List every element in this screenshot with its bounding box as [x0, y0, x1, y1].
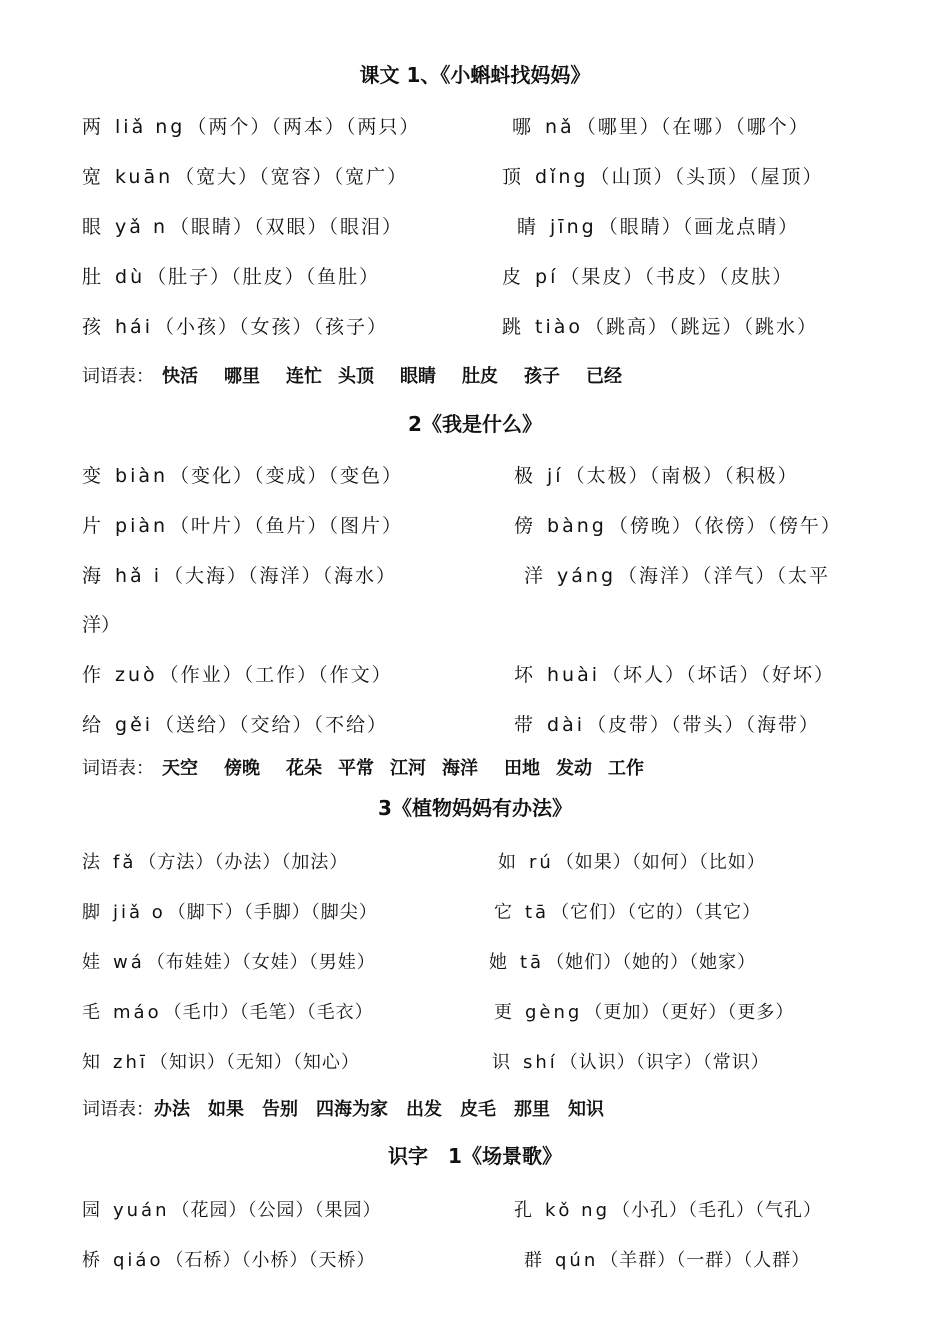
vocab-word: 哪里: [224, 366, 260, 387]
character-entry: 作 zuò （作业）（工作）（作文）: [82, 664, 393, 686]
wrapped-text: 洋）: [82, 614, 121, 636]
vocab-word: 天空: [162, 758, 198, 779]
character-entry: 跳 tiào （跳高）（跳远）（跳水）: [502, 316, 819, 338]
character-entry: 肚 dù （肚子）（肚皮）（鱼肚）: [82, 266, 381, 288]
character-entry: 如 rú （如果）（如何）（比如）: [498, 852, 766, 873]
section-title: 2《我是什么》: [408, 412, 542, 436]
vocab-word: 平常: [338, 758, 374, 779]
vocab-word: 那里: [514, 1099, 550, 1120]
character-entry: 更 gèng （更加）（更好）（更多）: [494, 1002, 795, 1023]
character-entry: 两 liǎ ng （两个）（两本）（两只）: [82, 116, 421, 138]
vocab-word: 江河: [390, 758, 426, 779]
vocabulary-label: 词语表：: [82, 758, 154, 779]
vocab-word: 工作: [608, 758, 644, 779]
vocabulary-list: [82, 362, 626, 392]
character-entry: 桥 qiáo （石桥）（小桥）（天桥）: [82, 1250, 376, 1271]
character-entry: 顶 dǐng （山顶）（头顶）（屋顶）: [502, 166, 824, 188]
character-entry: 知 zhī （知识）（无知）（知心）: [82, 1052, 360, 1073]
vocab-word: 眼睛: [400, 366, 436, 387]
character-entry: 极 jí （太极）（南极）（积极）: [514, 465, 799, 487]
character-entry: 它 tā （它们）（它的）（其它）: [494, 902, 762, 923]
character-entry: 孩 hái （小孩）（女孩）（孩子）: [82, 316, 388, 338]
section-title: 3《植物妈妈有办法》: [378, 796, 572, 820]
vocab-word: 告别: [262, 1099, 298, 1120]
character-entry: 宽 kuān （宽大）（宽容）（宽广）: [82, 166, 409, 188]
character-entry: 识 shí （认识）（识字）（常识）: [492, 1052, 770, 1073]
vocab-word: 孩子: [524, 366, 560, 387]
vocab-word: 已经: [586, 366, 622, 387]
character-entry: 皮 pí （果皮）（书皮）（皮肤）: [502, 266, 794, 288]
vocabulary-label: 词语表：: [82, 366, 154, 387]
vocab-word: 知识: [568, 1099, 604, 1120]
character-entry: 片 piàn （叶片）（鱼片）（图片）: [82, 515, 404, 537]
character-entry: 娃 wá （布娃娃）（女娃）（男娃）: [82, 952, 376, 973]
vocab-word: 田地: [504, 758, 540, 779]
character-entry: 脚 jiǎ o （脚下）（手脚）（脚尖）: [82, 902, 378, 923]
character-entry: 带 dài （皮带）（带头）（海带）: [514, 714, 821, 736]
vocabulary-label: 词语表：: [82, 1099, 154, 1120]
vocabulary-list: [82, 754, 646, 784]
section-title: 课文 1、《小蝌蚪找妈妈》: [359, 63, 591, 87]
character-entry: 睛 jīng （眼睛）（画龙点睛）: [517, 216, 800, 238]
vocab-word: 连忙: [286, 366, 322, 387]
character-entry: 哪 nǎ （哪里）（在哪）（哪个）: [512, 116, 810, 138]
character-entry: 眼 yǎ n （眼睛）（双眼）（眼泪）: [82, 216, 403, 238]
vocab-word: 肚皮: [462, 366, 498, 387]
vocab-word: 出发: [406, 1099, 442, 1120]
character-entry: 变 biàn （变化）（变成）（变色）: [82, 465, 404, 487]
vocab-word: 发动: [556, 758, 592, 779]
vocab-word: 海洋: [442, 758, 478, 779]
character-entry: 给 gěi （送给）（交给）（不给）: [82, 714, 389, 736]
character-entry: 孔 kǒ ng （小孔）（毛孔）（气孔）: [514, 1200, 822, 1221]
character-entry: 园 yuán （花园）（公园）（果园）: [82, 1200, 382, 1221]
vocab-word: 傍晚: [224, 758, 260, 779]
vocab-word: 办法: [154, 1099, 190, 1120]
vocab-word: 皮毛: [460, 1099, 496, 1120]
character-entry: 洋 yáng （海洋）（洋气）（太平: [524, 565, 831, 587]
character-entry: 海 hǎ i （大海）（海洋）（海水）: [82, 565, 398, 587]
section-title: 识字 1《场景歌》: [388, 1144, 562, 1168]
character-entry: 傍 bàng （傍晚）（依傍）（傍午）: [514, 515, 842, 537]
vocab-word: 花朵: [286, 758, 322, 779]
vocab-word: 如果: [208, 1099, 244, 1120]
vocab-word: 快活: [162, 366, 198, 387]
vocab-word: 四海为家: [316, 1099, 388, 1120]
vocab-word: 头顶: [338, 366, 374, 387]
character-entry: 她 tā （她们）（她的）（她家）: [489, 952, 757, 973]
character-entry: 坏 huài （坏人）（坏话）（好坏）: [514, 664, 836, 686]
vocabulary-list: [82, 1095, 606, 1125]
character-entry: 毛 máo （毛巾）（毛笔）（毛衣）: [82, 1002, 374, 1023]
character-entry: 群 qún （羊群）（一群）（人群）: [524, 1250, 811, 1271]
character-entry: 法 fǎ （方法）（办法）（加法）: [82, 852, 349, 873]
